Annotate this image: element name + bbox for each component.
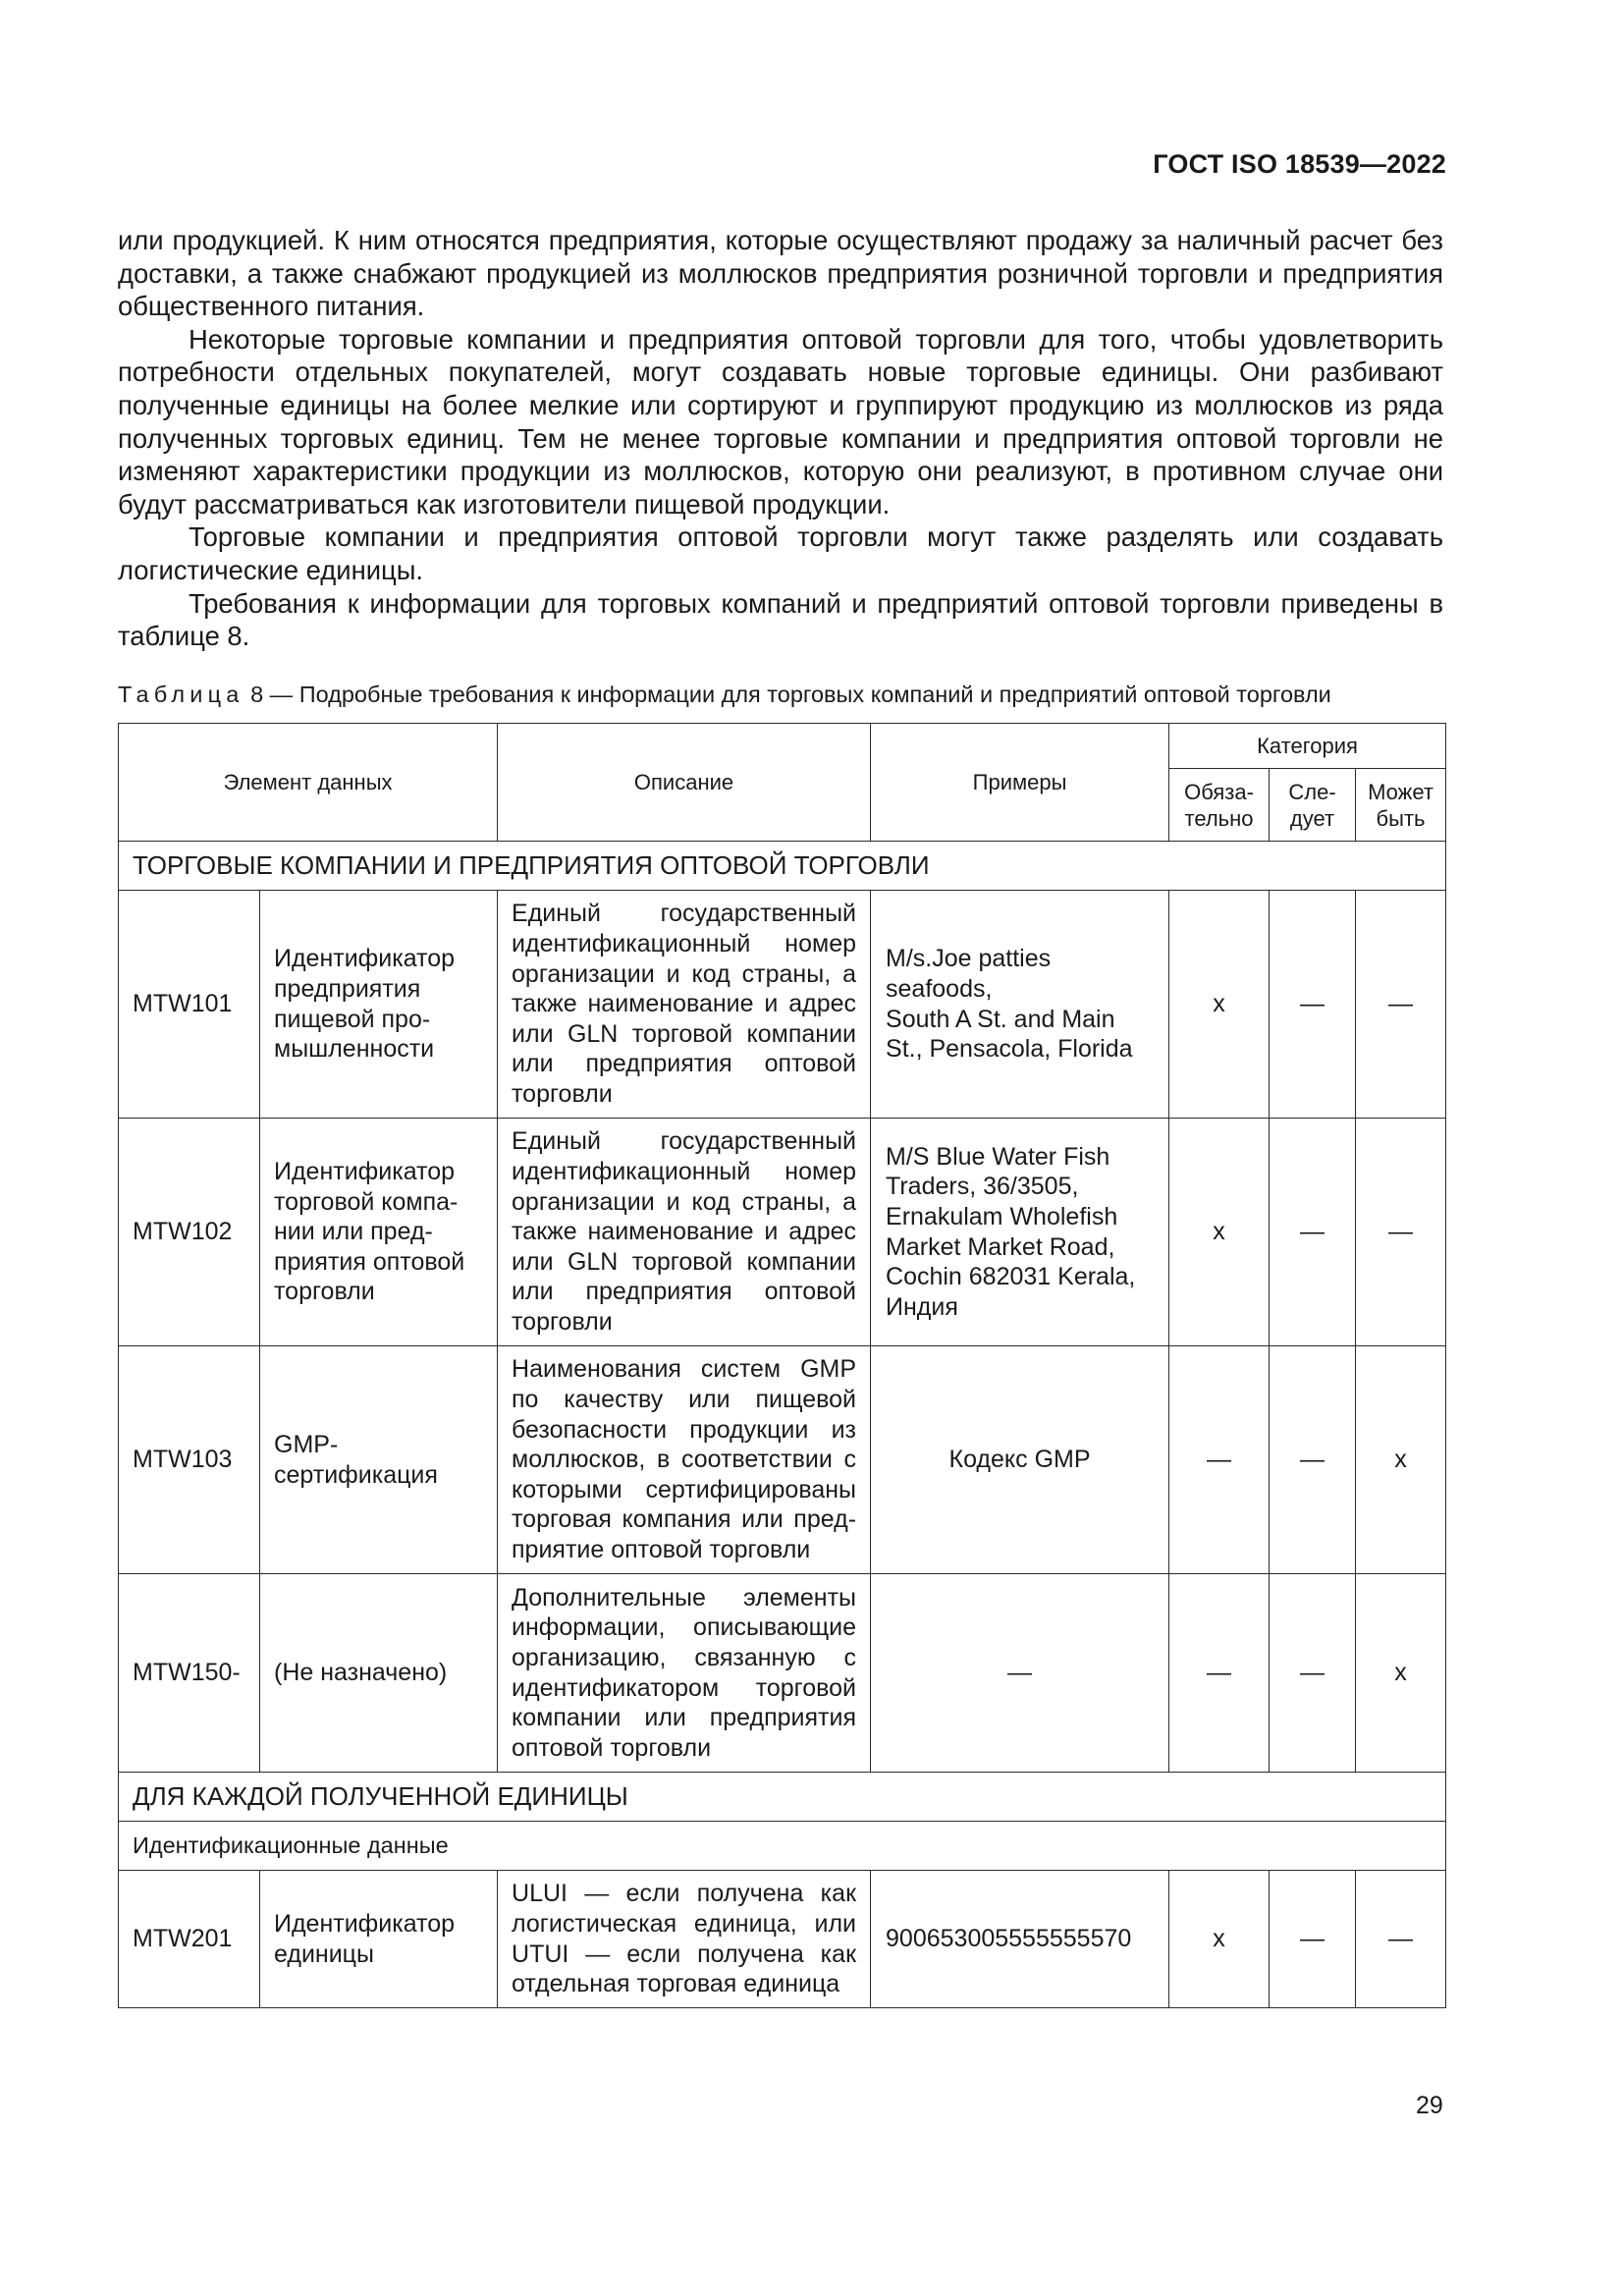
cell-should: — (1270, 891, 1356, 1119)
cell-description: Наименования систем GMP по качеству или пищевой безопасности продукции из моллюсков, в соответствии с которыми сертифицированы торговая компания или пред-приятие оптовой торговли (498, 1346, 871, 1574)
paragraph: Торговые компании и предприятия оптовой торговли могут также разделять или создавать логистические единицы. (118, 521, 1443, 585)
cell-should: — (1270, 1871, 1356, 2008)
cell-should: — (1270, 1346, 1356, 1574)
paragraph: Некоторые торговые компании и предприятия оптовой торговли для того, чтобы удовлетворить потребности отдельных покупателей, могут создавать новые торговые единицы. Они разбивают полученные единицы на более мелкие или сортируют и группируют продукцию из моллюсков из ряда полученных торговых единиц. Тем не менее торговые компании и предприятия оптовой торговли не изменяют характеристики продукции из моллюсков, которую они реализуют, в противном случае они будут рассматриваться как изготовители пищевой продукции. (118, 323, 1443, 519)
cell-may: x (1356, 1346, 1446, 1574)
cell-should: — (1270, 1574, 1356, 1773)
table-caption-label: Таблица (118, 682, 244, 707)
table-caption (118, 680, 1453, 709)
cell-code: MTW201 (119, 1871, 260, 2008)
cell-name: Идентификатор единицы (260, 1871, 498, 2008)
header-should: Сле- дует (1270, 769, 1356, 842)
section-row (119, 842, 1446, 891)
cell-examples: — (871, 1574, 1169, 1773)
paragraph: или продукцией. К ним относятся предприятия, которые осуществляют продажу за наличный расчет без доставки, а также снабжают продукцией из моллюсков предприятия розничной торговли и предприятия общественного питания. (118, 225, 1443, 322)
table-row (119, 1119, 1446, 1346)
header-may: Может быть (1356, 769, 1446, 842)
cell-code: MTW101 (119, 891, 260, 1119)
cell-mandatory: x (1169, 1119, 1270, 1346)
header-data-element: Элемент данных (119, 724, 498, 842)
cell-description: Единый государственный идентификационный номер организации и код страны, а также наименование и адрес или GLN торговой компании или предприятия оптовой торговли (498, 1119, 871, 1346)
information-requirements-table (118, 723, 1446, 2008)
table-row (119, 1574, 1446, 1773)
cell-examples: Кодекс GMP (871, 1346, 1169, 1574)
header-category: Категория (1169, 724, 1446, 769)
cell-may: x (1356, 1574, 1446, 1773)
cell-mandatory: x (1169, 1871, 1270, 2008)
cell-examples: M/s.Joe patties seafoods, South A St. and Main St., Pensacola, Florida (871, 891, 1169, 1119)
cell-code: MTW150- (119, 1574, 260, 1773)
table-caption-text: 8 — Подробные требования к информации для торговых компаний и предприятий оптовой торговли (250, 682, 1331, 707)
cell-name: (Не назначено) (260, 1574, 498, 1773)
header-examples: Примеры (871, 724, 1169, 842)
cell-code: MTW102 (119, 1119, 260, 1346)
paragraph: Требования к информации для торговых компаний и предприятий оптовой торговли приведены в таблице 8. (118, 587, 1443, 652)
cell-mandatory: x (1169, 891, 1270, 1119)
cell-mandatory: — (1169, 1346, 1270, 1574)
page-number: 29 (1416, 2092, 1443, 2119)
table-row (119, 1346, 1446, 1574)
cell-description: Единый государственный идентификационный номер организации и код страны, а также наименование и адрес или GLN торговой компании или предприятия оптовой торговли (498, 891, 871, 1119)
header-mandatory: Обяза- тельно (1169, 769, 1270, 842)
header-description: Описание (498, 724, 871, 842)
cell-may: — (1356, 1871, 1446, 2008)
cell-code: MTW103 (119, 1346, 260, 1574)
cell-examples: 900653005555555570 (871, 1871, 1169, 2008)
section-row (119, 1773, 1446, 1822)
cell-should: — (1270, 1119, 1356, 1346)
cell-mandatory: — (1169, 1574, 1270, 1773)
cell-may: — (1356, 891, 1446, 1119)
standard-header: ГОСТ ISO 18539—2022 (1153, 149, 1446, 179)
table-row (119, 1871, 1446, 2008)
cell-name: Идентификатор предприятия пищевой про-мышленности (260, 891, 498, 1119)
subsection-title: Идентификационные данные (119, 1822, 1446, 1871)
cell-name: Идентификатор торговой компа-нии или пред-приятия оптовой торговли (260, 1119, 498, 1346)
cell-description: ULUI — если получена как логистическая единица, или UTUI — если получена как отдельная торговая единица (498, 1871, 871, 2008)
table-row (119, 891, 1446, 1119)
cell-may: — (1356, 1119, 1446, 1346)
table-header-row (119, 724, 1446, 769)
body-text (118, 224, 1443, 653)
subsection-row (119, 1822, 1446, 1871)
cell-description: Дополнительные элементы информации, описывающие организацию, связанную с идентификатором торговой компании или предприятия оптовой торговли (498, 1574, 871, 1773)
cell-name: GMP-сертификация (260, 1346, 498, 1574)
cell-examples: M/S Blue Water Fish Traders, 36/3505, Ernakulam Wholefish Market Market Road, Cochin 682031 Kerala, Индия (871, 1119, 1169, 1346)
section-title: ДЛЯ КАЖДОЙ ПОЛУЧЕННОЙ ЕДИНИЦЫ (119, 1773, 1446, 1822)
section-title: ТОРГОВЫЕ КОМПАНИИ И ПРЕДПРИЯТИЯ ОПТОВОЙ ТОРГОВЛИ (119, 842, 1446, 891)
